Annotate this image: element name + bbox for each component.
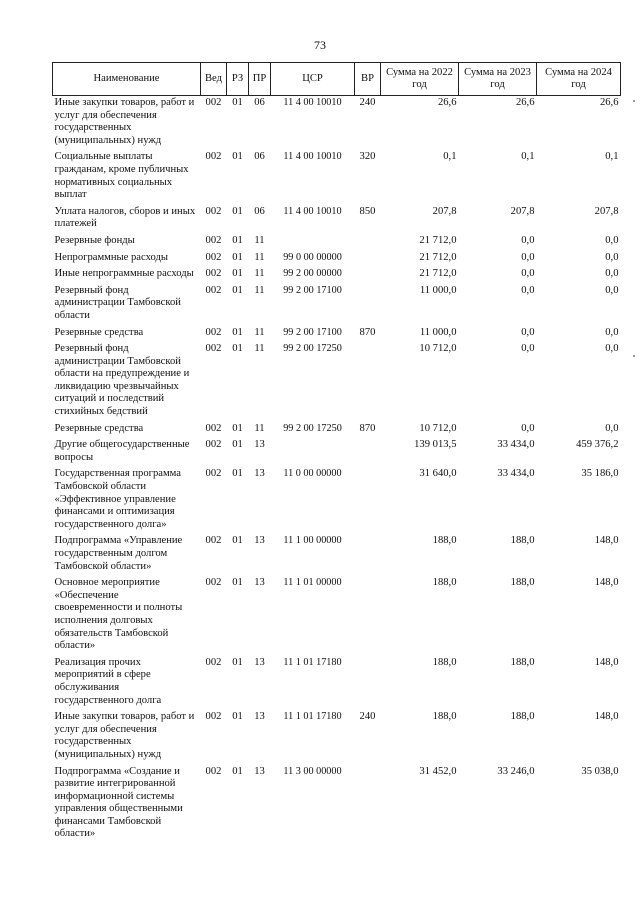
row-vr: [355, 656, 381, 710]
row-rz: 01: [232, 422, 243, 434]
row-rz: 01: [232, 656, 243, 668]
row-sum-2022: 21 712,0: [419, 234, 457, 246]
header-sum-2023: Сумма на 2023 год: [459, 63, 537, 96]
header-ved: Вед: [201, 63, 227, 96]
row-sum-2024: 0,0: [605, 284, 619, 296]
row-csr: 99 2 00 17100: [283, 284, 342, 296]
row-csr: 99 2 00 17250: [283, 343, 342, 355]
row-name: Иные закупки товаров, работ и услуг для обеспечения государственных (муниципальных) нужд: [54, 711, 195, 760]
table-header: [53, 63, 621, 96]
row-csr: 99 2 00 00000: [283, 268, 342, 280]
row-sum-2022: 26,6: [437, 97, 457, 108]
row-pr: 11: [254, 251, 265, 263]
row-csr: 11 1 01 17180: [283, 711, 342, 723]
row-sum-2024: 0,0: [605, 268, 619, 280]
row-sum-2023: 188,0: [510, 656, 535, 668]
row-sum-2024: 0,0: [605, 251, 619, 263]
row-ved: 002: [205, 343, 222, 355]
row-rz: 01: [232, 577, 243, 589]
row-csr: 99 2 00 17100: [283, 326, 342, 338]
row-pr: 13: [254, 468, 265, 480]
table-row: [53, 534, 621, 576]
row-sum-2024: 148,0: [594, 577, 619, 589]
row-csr: 11 1 01 00000: [283, 577, 342, 589]
row-sum-2024: 35 186,0: [581, 468, 619, 480]
table-row: [53, 326, 621, 343]
row-sum-2024: 0,0: [605, 326, 619, 338]
row-vr: [355, 284, 381, 326]
row-sum-2024: 0,0: [605, 234, 619, 246]
row-sum-2023: 26,6: [515, 97, 535, 108]
row-ved: 002: [205, 711, 222, 723]
row-ved: 002: [205, 535, 222, 547]
row-pr: 11: [254, 326, 265, 338]
row-rz: 01: [232, 439, 243, 451]
row-rz: 01: [232, 97, 243, 108]
row-csr: 99 2 00 17250: [283, 422, 342, 434]
header-rz: РЗ: [227, 63, 249, 96]
row-pr: 06: [254, 97, 265, 108]
row-ved: 002: [205, 251, 222, 263]
row-vr: 870: [359, 326, 376, 338]
row-csr: 99 0 00 00000: [283, 251, 342, 263]
row-name: Резервные средства: [54, 422, 144, 434]
row-csr: [271, 234, 355, 251]
edge-mark: [633, 100, 635, 102]
row-sum-2024: 148,0: [594, 656, 619, 668]
row-name: Государственная программа Тамбовской области «Эффективное управление финансами и оптимизация государственного долга»: [54, 468, 182, 530]
row-ved: 002: [205, 765, 222, 777]
row-sum-2022: 188,0: [432, 656, 457, 668]
row-rz: 01: [232, 326, 243, 338]
table-row: [53, 150, 621, 204]
row-ved: 002: [205, 268, 222, 280]
row-pr: 13: [254, 577, 265, 589]
row-rz: 01: [232, 284, 243, 296]
header-sum-2024: Сумма на 2024 год: [537, 63, 621, 96]
row-sum-2024: 0,0: [605, 343, 619, 355]
row-sum-2022: 10 712,0: [419, 343, 457, 355]
row-name: Непрограммные расходы: [54, 251, 168, 263]
row-sum-2024: 148,0: [594, 535, 619, 547]
row-vr: [355, 438, 381, 467]
row-pr: 11: [254, 343, 265, 355]
row-ved: 002: [205, 468, 222, 480]
row-rz: 01: [232, 234, 243, 246]
row-pr: 13: [254, 439, 265, 451]
row-sum-2023: 33 434,0: [497, 439, 535, 451]
row-pr: 13: [254, 656, 265, 668]
table-row: [53, 96, 621, 151]
row-rz: 01: [232, 343, 243, 355]
row-sum-2022: 188,0: [432, 711, 457, 723]
row-pr: 11: [254, 422, 265, 434]
row-sum-2022: 188,0: [432, 535, 457, 547]
table-row: [53, 576, 621, 656]
row-sum-2022: 21 712,0: [419, 251, 457, 263]
row-pr: 06: [254, 205, 265, 217]
row-csr: 11 4 00 10010: [283, 151, 342, 163]
row-pr: 11: [254, 234, 265, 246]
budget-table: [52, 62, 621, 844]
row-pr: 11: [254, 268, 265, 280]
row-csr: 11 0 00 00000: [283, 468, 342, 480]
row-ved: 002: [205, 205, 222, 217]
row-sum-2024: 459 376,2: [576, 439, 619, 451]
table-row: [53, 710, 621, 764]
row-sum-2023: 0,1: [521, 151, 535, 163]
row-pr: 13: [254, 535, 265, 547]
row-ved: 002: [205, 439, 222, 451]
row-vr: [355, 251, 381, 268]
row-sum-2023: 33 434,0: [497, 468, 535, 480]
row-sum-2023: 0,0: [521, 326, 535, 338]
row-vr: [355, 576, 381, 656]
row-csr: 11 4 00 10010: [283, 97, 342, 108]
table-row: [53, 342, 621, 422]
row-pr: 13: [254, 711, 265, 723]
row-rz: 01: [232, 765, 243, 777]
row-sum-2024: 0,0: [605, 422, 619, 434]
table-row: [53, 267, 621, 284]
row-vr: [355, 467, 381, 534]
row-name: Иные непрограммные расходы: [54, 268, 194, 280]
row-name: Подпрограмма «Создание и развитие интегрированной информационной системы управления общественными финансами Тамбовской области»: [54, 765, 183, 840]
row-csr: 11 1 01 17180: [283, 656, 342, 668]
table-row: [53, 284, 621, 326]
row-csr: [271, 438, 355, 467]
row-sum-2023: 33 246,0: [497, 765, 535, 777]
row-vr: 240: [359, 97, 376, 108]
row-rz: 01: [232, 468, 243, 480]
row-pr: 13: [254, 765, 265, 777]
row-sum-2023: 188,0: [510, 535, 535, 547]
header-csr: ЦСР: [271, 63, 355, 96]
row-vr: [355, 765, 381, 845]
row-name: Подпрограмма «Управление государственным долгом Тамбовской области»: [54, 535, 183, 572]
table-row: [53, 438, 621, 467]
row-sum-2023: 188,0: [510, 577, 535, 589]
row-sum-2022: 10 712,0: [419, 422, 457, 434]
row-sum-2023: 188,0: [510, 711, 535, 723]
header-sum-2022: Сумма на 2022 год: [381, 63, 459, 96]
row-sum-2022: 188,0: [432, 577, 457, 589]
table-row: [53, 251, 621, 268]
row-rz: 01: [232, 711, 243, 723]
row-vr: 320: [359, 151, 376, 163]
row-name: Резервные фонды: [54, 234, 135, 246]
row-sum-2024: 0,1: [605, 151, 619, 163]
row-sum-2022: 21 712,0: [419, 268, 457, 280]
row-sum-2024: 26,6: [599, 97, 619, 108]
row-name: Социальные выплаты гражданам, кроме публичных нормативных социальных выплат: [54, 151, 189, 201]
row-name: Иные закупки товаров, работ и услуг для обеспечения государственных (муниципальных) нужд: [54, 97, 195, 146]
row-pr: 11: [254, 284, 265, 296]
header-vr: ВР: [355, 63, 381, 96]
row-name: Резервные средства: [54, 326, 144, 338]
row-ved: 002: [205, 234, 222, 246]
row-sum-2023: 0,0: [521, 251, 535, 263]
row-csr: 11 3 00 00000: [283, 765, 342, 777]
row-csr: 11 4 00 10010: [283, 205, 342, 217]
row-name: Основное мероприятие «Обеспечение своевременности и полноты исполнения долговых обязательств Тамбовской области»: [54, 577, 183, 652]
row-name: Резервный фонд администрации Тамбовской области: [54, 284, 181, 321]
table-body: [53, 96, 621, 845]
table-row: [53, 422, 621, 439]
row-vr: 240: [359, 711, 376, 723]
row-sum-2023: 0,0: [521, 234, 535, 246]
row-vr: [355, 267, 381, 284]
row-ved: 002: [205, 284, 222, 296]
table-row: [53, 656, 621, 710]
row-sum-2024: 35 038,0: [581, 765, 619, 777]
row-sum-2023: 0,0: [521, 284, 535, 296]
row-name: Реализация прочих мероприятий в сфере обслуживания государственного долга: [54, 656, 162, 706]
row-rz: 01: [232, 251, 243, 263]
page-number: 73: [314, 38, 326, 52]
header-pr: ПР: [249, 63, 271, 96]
row-name: Уплата налогов, сборов и иных платежей: [54, 205, 196, 230]
row-rz: 01: [232, 268, 243, 280]
row-sum-2022: 207,8: [432, 205, 457, 217]
row-vr: 870: [359, 422, 376, 434]
row-vr: [355, 234, 381, 251]
row-ved: 002: [205, 151, 222, 163]
row-sum-2022: 11 000,0: [419, 284, 457, 296]
table-row: [53, 765, 621, 845]
table-row: [53, 205, 621, 234]
row-csr: 11 1 00 00000: [283, 535, 342, 547]
row-sum-2023: 0,0: [521, 422, 535, 434]
row-ved: 002: [205, 656, 222, 668]
row-sum-2024: 207,8: [594, 205, 619, 217]
edge-mark: [633, 355, 635, 357]
row-rz: 01: [232, 151, 243, 163]
row-ved: 002: [205, 97, 222, 108]
row-sum-2022: 139 013,5: [414, 439, 457, 451]
row-sum-2022: 0,1: [443, 151, 457, 163]
row-ved: 002: [205, 577, 222, 589]
row-ved: 002: [205, 422, 222, 434]
table-row: [53, 234, 621, 251]
table-row: [53, 467, 621, 534]
row-sum-2023: 207,8: [510, 205, 535, 217]
row-vr: [355, 342, 381, 422]
row-sum-2023: 0,0: [521, 343, 535, 355]
row-sum-2024: 148,0: [594, 711, 619, 723]
row-name: Другие общегосударственные вопросы: [54, 439, 190, 463]
row-vr: [355, 534, 381, 576]
row-rz: 01: [232, 205, 243, 217]
row-sum-2022: 31 640,0: [419, 468, 457, 480]
row-ved: 002: [205, 326, 222, 338]
row-name: Резервный фонд администрации Тамбовской области на предупреждение и ликвидацию чрезвычайных ситуаций и последствий стихийных бедствий: [54, 343, 190, 418]
row-vr: 850: [359, 205, 376, 217]
row-sum-2022: 11 000,0: [419, 326, 457, 338]
header-name: Наименование: [53, 63, 201, 96]
row-rz: 01: [232, 535, 243, 547]
row-pr: 06: [254, 151, 265, 163]
row-sum-2022: 31 452,0: [419, 765, 457, 777]
row-sum-2023: 0,0: [521, 268, 535, 280]
